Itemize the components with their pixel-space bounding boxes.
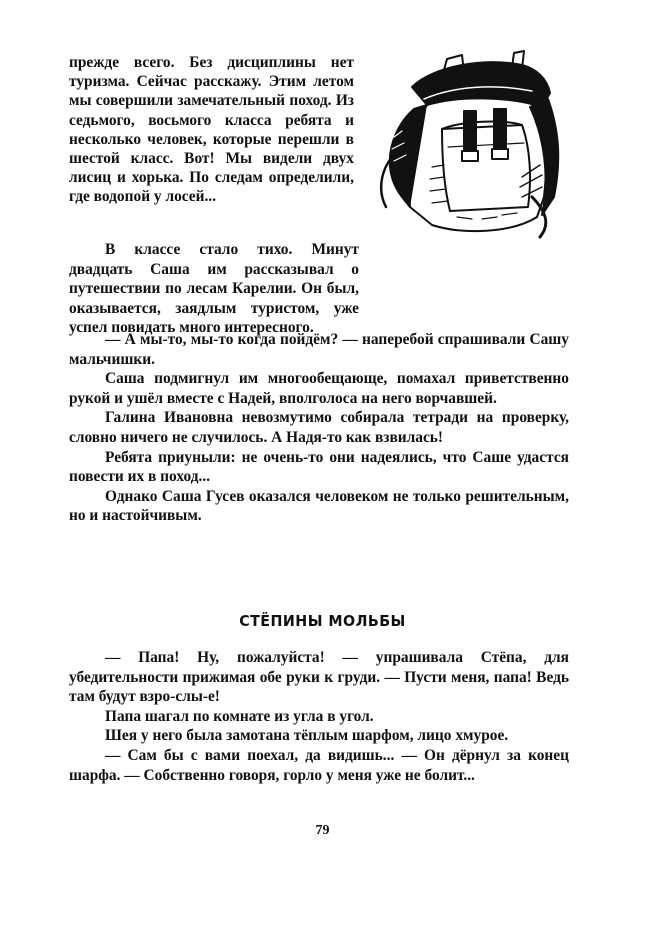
text-block-a: [69, 240, 569, 338]
paragraph: Папа шагал по комнате из угла в угол.: [105, 707, 374, 725]
paragraph: — Сам бы с вами поехал, да видишь... — Он дёрнул за конец шарфа. — Собственно говоря, горло у меня уже не болит...: [69, 746, 569, 784]
text-column-top: [69, 53, 354, 207]
backpack-illustration: [372, 47, 572, 239]
page-number: 79: [315, 823, 330, 838]
text-block-a-continued: [69, 330, 569, 526]
text-block-b: [69, 648, 569, 785]
paragraph: Однако Саша Гусев оказался человеком не только решительным, но и настойчивым.: [69, 487, 569, 525]
chapter-heading: СТЁПИНЫ МОЛЬБЫ: [239, 612, 406, 630]
paragraph: Шея у него была замотана тёплым шарфом, лицо хмурое.: [105, 727, 509, 745]
paragraph: прежде всего. Без дисциплины нет туризма. Сейчас расскажу. Этим летом мы совершили замечательный поход. Из седьмого, восьмого класса ребята и несколько человек, которые перешли в шестой класс. Вот! Мы видели двух лисиц и хорька. По следам определили, где водопой у лосей...: [69, 54, 354, 206]
paragraph: — Папа! Ну, пожалуйста! — упрашивала Стёпа, для убедительности прижимая обе руки к груди. — Пусти меня, папа! Ведь там будут взро-слы-е!: [69, 649, 569, 706]
paragraph: Галина Ивановна невозмутимо собирала тетради на проверку, словно ничего не случилось. А Надя-то как взвилась!: [69, 409, 569, 446]
paragraph: Ребята приуныли: не очень-то они надеялись, что Саше удастся повести их в поход...: [69, 448, 569, 486]
paragraph: — А мы-то, мы-то когда пойдём? — наперебой спрашивали Сашу мальчишки.: [69, 331, 569, 368]
paragraph: В классе стало тихо. Минут двадцать Саша им рассказывал о путешествии по лесам Карелии. Он был, оказывается, заядлым туристом, уже успел повидать много интересного.: [69, 241, 359, 337]
paragraph: Саша подмигнул им многообещающе, помахал приветственно рукой и ушёл вместе с Надей, вполголоса на него ворчавшей.: [69, 370, 569, 407]
